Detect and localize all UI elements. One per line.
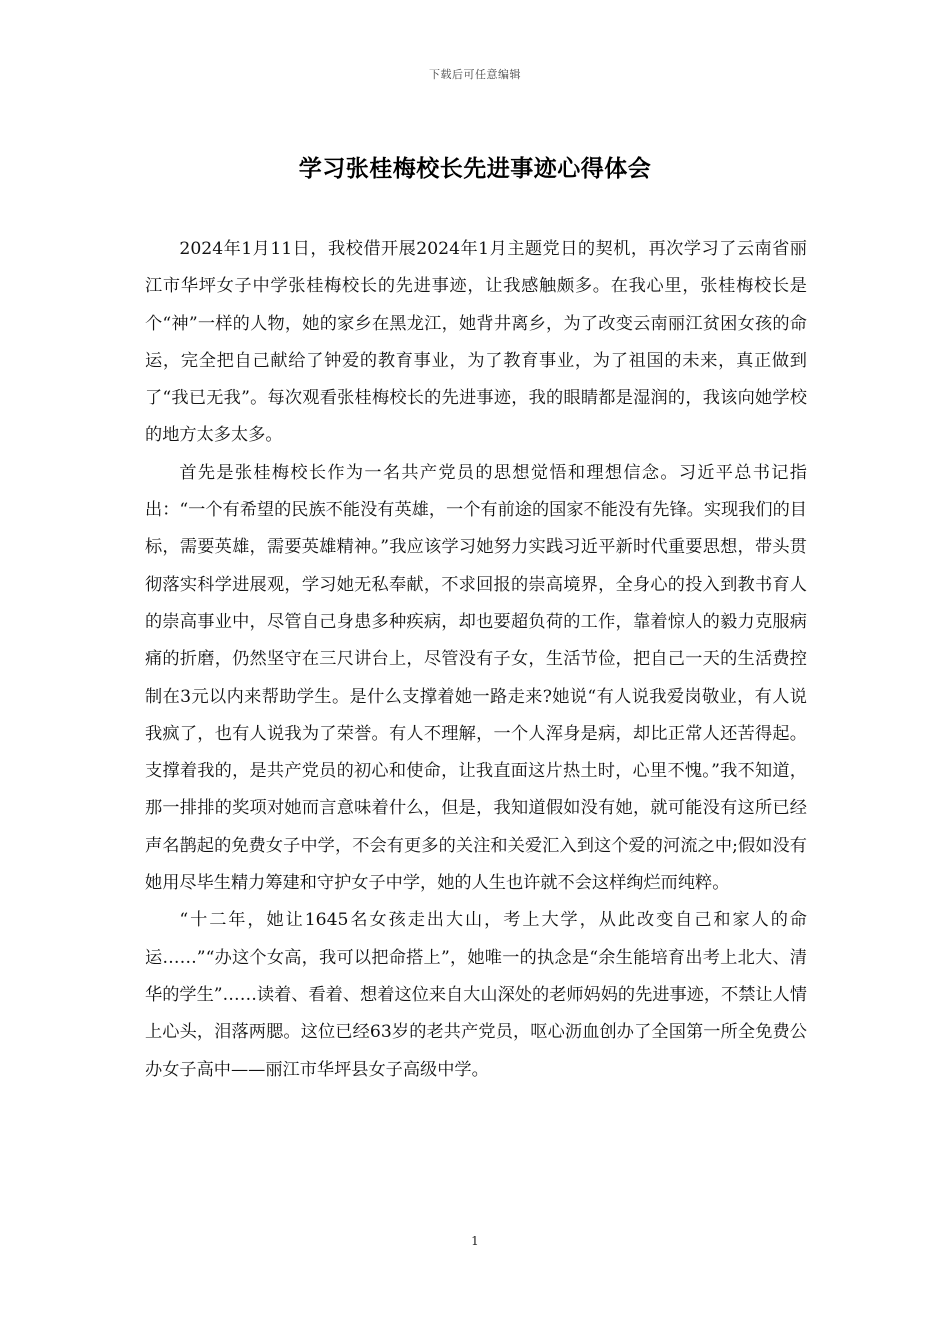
document-title: 学习张桂梅校长先进事迹心得体会 [298,155,652,182]
body-paragraph: 首先是张桂梅校长作为一名共产党员的思想觉悟和理想信念。习近平总书记指出：“一个有希望的民族不能没有英雄，一个有前途的国家不能没有先锋。实现我们的目标，需要英雄，需要英雄精神。”我应该学习她努力实践习近平新时代重要思想，带头贯彻落实科学进展观，学习她无私奉献，不求回报的崇高境界，全身心的投入到教书育人的崇高事业中，尽管自己身患多种疾病，却也要超负荷的工作，靠着惊人的毅力克服病痛的折磨，仍然坚守在三尺讲台上，尽管没有子女，生活节俭，把自己一天的生活费控制在3元以内来帮助学生。是什么支撑着她一路走来?她说“有人说我爱岗敬业，有人说我疯了，也有人说我为了荣誉。有人不理解，一个人浑身是病，却比正常人还苦得起。支撑着我的，是共产党员的初心和使命，让我直面这片热土时，心里不愧。”我不知道，那一排排的奖项对她而言意味着什么，但是，我知道假如没有她，就可能没有这所已经声名鹊起的免费女子中学，不会有更多的关注和关爱汇入到这个爱的河流之中;假如没有她用尽毕生精力筹建和守护女子中学，她的人生也许就不会这样绚烂而纯粹。 [145,462,807,894]
body-paragraph: “十二年，她让1645名女孩走出大山，考上大学，从此改变自己和家人的命运……”“办这个女高，我可以把命搭上”，她唯一的执念是“余生能培育出考上北大、清华的学生”……读着、看着、想着这位来自大山深处的老师妈妈的先进事迹，不禁让人情上心头，泪落两腮。这位已经63岁的老共产党员，呕心沥血创办了全国第一所全免费公办女子高中——丽江市华坪县女子高级中学。 [145,910,807,1080]
document-body [145,231,807,1089]
body-paragraph: 2024年1月11日，我校借开展2024年1月主题党日的契机，再次学习了云南省丽江市华坪女子中学张桂梅校长的先进事迹，让我感触颇多。在我心里，张桂梅校长是个“神”一样的人物，她的家乡在黑龙江，她背井离乡，为了改变云南丽江贫困女孩的命运，完全把自己献给了钟爱的教育事业，为了教育事业，为了祖国的未来，真正做到了“我已无我”。每次观看张桂梅校长的先进事迹，我的眼睛都是湿润的，我该向她学校的地方太多太多。 [145,239,807,446]
header-note: 下载后可任意编辑 [429,68,521,81]
page-number: 1 [471,1234,479,1248]
